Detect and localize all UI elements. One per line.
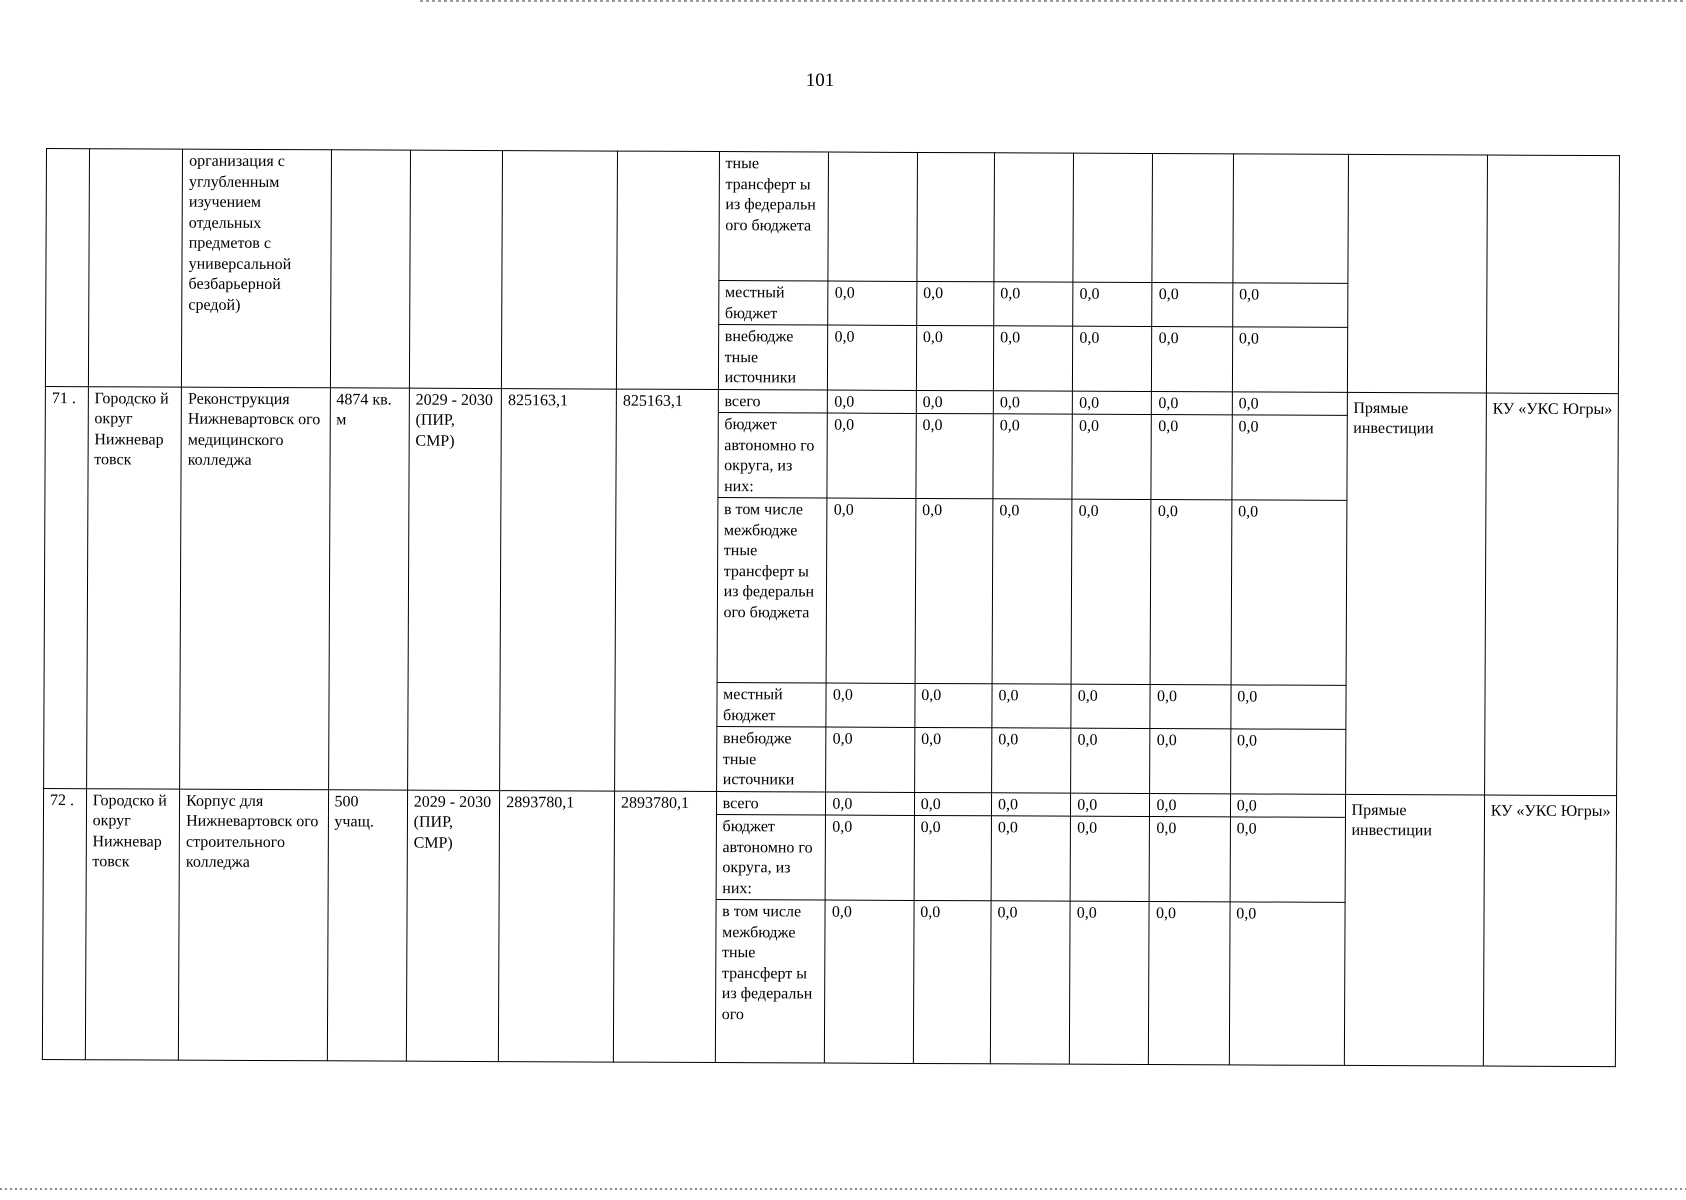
mechanism-cell: Прямые инвестиции [1344,794,1484,1066]
value-cell: 0,0 [828,325,917,390]
value-cell: 0,0 [913,900,991,1063]
value-cell: 0,0 [1232,391,1347,415]
value-cell: 0,0 [993,414,1073,499]
scan-edge-top [420,0,1686,2]
value-cell: 0,0 [993,390,1072,414]
value-cell: 0,0 [1152,391,1232,415]
object-name-cell: организация с углубленным изучением отдельных предметов с универсальной безбарьерной средой) [182,149,331,387]
value-cell: 0,0 [1150,793,1230,817]
value-cell: 0,0 [1231,500,1347,686]
value-cell: 0,0 [1073,326,1153,391]
funding-source-cell: всего [718,389,828,413]
funding-source-cell: бюджет автономно го округа, из них: [718,413,828,498]
row-number-cell: 71 . [44,386,88,788]
value-cell: 0,0 [914,727,992,792]
remaining-cost-cell: 825163,1 [615,389,718,791]
municipality-cell: Городско й округ Нижневар товск [86,386,181,788]
period-cell: 2029 - 2030 (ПИР, СМР) [407,388,501,790]
funding-source-cell: бюджет автономно го округа, из них: [716,815,826,900]
value-cell: 0,0 [915,498,993,683]
value-cell: 0,0 [828,281,917,325]
value-cell [828,152,917,281]
table-row [46,149,1620,285]
estimated-cost-cell: 825163,1 [500,388,617,791]
funding-source-cell: в том числе межбюдже тные трансферт ы из федеральн ого [715,900,825,1063]
remaining-cost-cell: 2893780,1 [613,791,716,1063]
value-cell: 0,0 [827,413,916,498]
value-cell [1073,153,1153,282]
value-cell: 0,0 [991,792,1070,816]
value-cell: 0,0 [1073,391,1152,415]
value-cell: 0,0 [1151,500,1232,685]
period-cell: 2029 - 2030 (ПИР, СМР) [406,790,500,1062]
object-name-cell: Корпус для Нижневартовск ого строительного колледжа [179,789,329,1061]
value-cell: 0,0 [1073,282,1152,326]
value-cell: 0,0 [1230,729,1345,794]
value-cell [994,153,1074,282]
mechanism-cell [1347,154,1487,392]
value-cell: 0,0 [916,281,993,325]
value-cell: 0,0 [1071,499,1151,684]
value-cell: 0,0 [1230,793,1345,817]
value-cell: 0,0 [1232,415,1347,501]
customer-cell [1486,155,1619,393]
value-cell: 0,0 [1229,902,1345,1066]
value-cell: 0,0 [1071,793,1150,817]
object-name-cell: Реконструкция Нижневартовск ого медицинского колледжа [180,387,330,790]
value-cell: 0,0 [1150,685,1230,729]
funding-source-cell: в том числе межбюдже тные трансферт ы из федеральн ого бюджета [717,498,828,683]
value-cell: 0,0 [1152,327,1233,392]
value-cell: 0,0 [1071,684,1150,728]
funding-source-cell: всего [716,791,826,815]
funding-source-cell: внебюдже тные источники [718,325,828,390]
value-cell [1233,154,1348,284]
value-cell: 0,0 [1150,729,1231,794]
period-cell [409,150,503,388]
value-cell: 0,0 [1232,327,1347,392]
value-cell [917,152,995,281]
investment-objects-table [42,148,1620,1067]
value-cell: 0,0 [1072,414,1152,499]
value-cell: 0,0 [825,815,914,900]
customer-cell: КУ «УКС Югры» [1483,795,1616,1067]
value-cell: 0,0 [992,499,1072,684]
value-cell [1152,154,1233,283]
value-cell: 0,0 [992,728,1072,793]
value-cell: 0,0 [1149,902,1230,1065]
value-cell: 0,0 [825,900,914,1063]
row-number-cell [45,149,89,387]
funding-source-cell: местный бюджет [717,683,827,727]
capacity-cell: 4874 кв. м [328,387,409,789]
value-cell: 0,0 [1150,817,1231,902]
value-cell: 0,0 [994,282,1073,326]
value-cell: 0,0 [1231,685,1346,730]
value-cell: 0,0 [916,413,994,498]
value-cell: 0,0 [990,901,1070,1064]
municipality-cell [88,149,183,387]
value-cell: 0,0 [826,792,914,816]
value-cell: 0,0 [1230,817,1345,903]
capacity-cell: 500 учащ. [327,789,407,1061]
page-number: 101 [805,70,835,91]
value-cell: 0,0 [1232,283,1347,328]
value-cell: 0,0 [991,816,1071,901]
value-cell: 0,0 [1071,728,1151,793]
value-cell: 0,0 [992,684,1071,728]
estimated-cost-cell [502,151,618,389]
capacity-cell [330,150,410,388]
value-cell: 0,0 [1070,901,1150,1064]
municipality-cell: Городско й округ Нижневар товск [85,788,180,1060]
remaining-cost-cell [616,151,719,389]
funding-source-cell: внебюдже тные источники [716,727,826,792]
scan-edge-bottom [0,1188,1686,1190]
value-cell: 0,0 [916,390,993,414]
value-cell: 0,0 [1070,816,1150,901]
funding-source-cell: местный бюджет [718,281,828,325]
estimated-cost-cell: 2893780,1 [499,790,615,1062]
value-cell: 0,0 [826,727,915,792]
row-number-cell: 72 . [42,788,86,1060]
mechanism-cell: Прямые инвестиции [1345,392,1486,795]
value-cell: 0,0 [914,792,991,816]
value-cell: 0,0 [1152,283,1232,327]
value-cell: 0,0 [993,326,1073,391]
value-cell: 0,0 [826,498,915,683]
value-cell: 0,0 [1151,415,1232,500]
value-cell: 0,0 [915,683,992,727]
value-cell: 0,0 [828,390,916,414]
value-cell: 0,0 [826,683,915,727]
value-cell: 0,0 [914,815,992,900]
value-cell: 0,0 [916,325,994,390]
customer-cell: КУ «УКС Югры» [1484,393,1618,796]
funding-source-cell: тные трансферт ы из федеральн ого бюджета [719,152,829,281]
